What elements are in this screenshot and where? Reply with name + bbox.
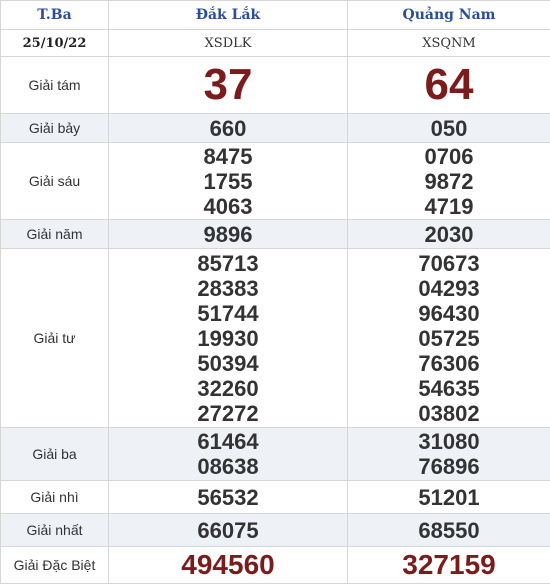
- prize-row-ba: [1, 428, 550, 481]
- prize-value: 61464: [109, 429, 347, 454]
- special-prize-value: 494560: [109, 547, 348, 584]
- prize-value: 660: [109, 114, 348, 143]
- prize-value: 68550: [348, 514, 550, 547]
- prize-row-dac-biet: [1, 547, 550, 584]
- prize-values-cell: [109, 249, 348, 428]
- prize-row-nam: [1, 220, 550, 249]
- code-quang-nam: XSQNM: [348, 30, 550, 57]
- prize-value: 70673: [348, 251, 550, 276]
- prize-value: 27272: [109, 401, 347, 426]
- prize-label: Giải tám: [1, 57, 109, 114]
- prize-row-nhat: [1, 514, 550, 547]
- prize-value: 19930: [109, 326, 347, 351]
- code-dak-lak: XSDLK: [109, 30, 348, 57]
- prize-value: 050: [348, 114, 550, 143]
- province-quang-nam[interactable]: Quảng Nam: [348, 1, 550, 30]
- prize-value: 2030: [348, 220, 550, 249]
- prize-label: Giải ba: [1, 428, 109, 481]
- prize-value: 76306: [348, 351, 550, 376]
- prize-value: 0706: [348, 144, 550, 169]
- prize-value: 96430: [348, 301, 550, 326]
- prize-values-cell: [348, 249, 550, 428]
- prize-value: 54635: [348, 376, 550, 401]
- code-row: [1, 30, 550, 57]
- prize-row-bay: [1, 114, 550, 143]
- day-header: T.Ba: [1, 1, 109, 30]
- prize-value: 03802: [348, 401, 550, 426]
- prize-row-tu: [1, 249, 550, 428]
- prize-values-cell: [109, 143, 348, 220]
- prize-value: 1755: [109, 169, 347, 194]
- prize-value: 64: [348, 57, 550, 114]
- prize-label: Giải nhì: [1, 481, 109, 514]
- prize-value: 8475: [109, 144, 347, 169]
- prize-value: 76896: [348, 454, 550, 479]
- prize-value: 9896: [109, 220, 348, 249]
- prize-row-sau: [1, 143, 550, 220]
- prize-value: 50394: [109, 351, 347, 376]
- prize-value: 66075: [109, 514, 348, 547]
- prize-value: 37: [109, 57, 348, 114]
- prize-label: Giải Đặc Biệt: [1, 547, 109, 584]
- prize-value: 4063: [109, 194, 347, 219]
- prize-label: Giải năm: [1, 220, 109, 249]
- prize-values-cell: [348, 143, 550, 220]
- prize-value: 08638: [109, 454, 347, 479]
- prize-label: Giải tư: [1, 249, 109, 428]
- prize-label: Giải nhất: [1, 514, 109, 547]
- prize-label: Giải bảy: [1, 114, 109, 143]
- prize-value: 9872: [348, 169, 550, 194]
- draw-date: 25/10/22: [1, 30, 109, 57]
- prize-value: 51201: [348, 481, 550, 514]
- prize-row-nhi: [1, 481, 550, 514]
- prize-values-cell: [109, 428, 348, 481]
- prize-value: 4719: [348, 194, 550, 219]
- prize-value: 28383: [109, 276, 347, 301]
- prize-values-cell: [348, 428, 550, 481]
- special-prize-value: 327159: [348, 547, 550, 584]
- prize-value: 85713: [109, 251, 347, 276]
- prize-value: 51744: [109, 301, 347, 326]
- prize-value: 32260: [109, 376, 347, 401]
- prize-label: Giải sáu: [1, 143, 109, 220]
- prize-row-tam: [1, 57, 550, 114]
- prize-value: 05725: [348, 326, 550, 351]
- prize-value: 31080: [348, 429, 550, 454]
- prize-value: 04293: [348, 276, 550, 301]
- prize-value: 56532: [109, 481, 348, 514]
- province-dak-lak[interactable]: Đắk Lắk: [109, 1, 348, 30]
- header-row: [1, 1, 550, 30]
